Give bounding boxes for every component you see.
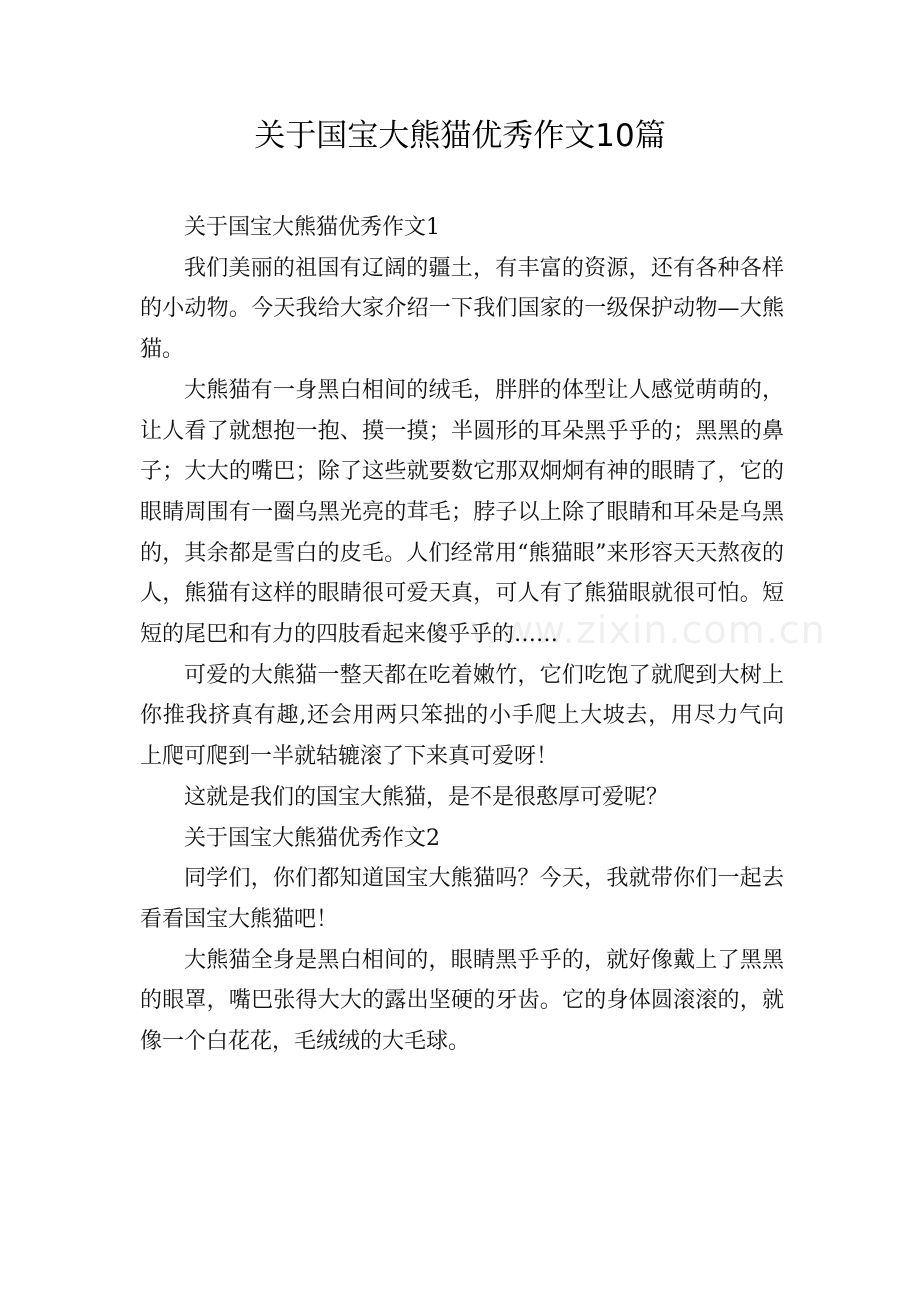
section-heading: 关于国宝大熊猫优秀作文2 [184,825,440,851]
document-body [140,208,784,1063]
paragraph: 同学们，你们都知道国宝大熊猫吗？今天，我就带你们一起去看看国宝大熊猫吧！ [140,866,784,932]
paragraph: 可爱的大熊猫一整天都在吃着嫩竹，它们吃饱了就爬到大树上你推我挤真有趣,还会用两只笨拙的小手爬上大坡去，用尽力气向上爬可爬到一半就轱辘滚了下来真可爱呀！ [140,662,784,770]
paragraph: 大熊猫全身是黑白相间的，眼睛黑乎乎的，就好像戴上了黑黑的眼罩，嘴巴张得大大的露出坚硬的牙齿。它的身体圆滚滚的，就像一个白花花，毛绒绒的大毛球。 [140,947,784,1055]
paragraph: 我们美丽的祖国有辽阔的疆土，有丰富的资源，还有各种各样的小动物。今天我给大家介绍一下我们国家的一级保护动物—大熊猫。 [140,255,784,363]
section-heading: 关于国宝大熊猫优秀作文1 [184,215,440,240]
watermark: www.zixin.com.cn [470,608,826,652]
paragraph: 这就是我们的国宝大熊猫，是不是很憨厚可爱呢？ [184,784,669,810]
paragraph: 大熊猫有一身黑白相间的绒毛，胖胖的体型让人感觉萌萌的，让人看了就想抱一抱、摸一摸；半圆形的耳朵黑乎乎的；黑黑的鼻子；大大的嘴巴；除了这些就要数它那双炯炯有神的眼睛了，它的眼睛周围有一圈乌黑光亮的茸毛；脖子以上除了眼睛和耳朵是乌黑的，其余都是雪白的皮毛。人们经常用“熊猫眼”来形容天天熬夜的人，熊猫有这样的眼睛很可爱天真，可人有了熊猫眼就很可怕。短短的尾巴和有力的四肢看起来傻乎乎的…… [140,377,784,648]
document-title: 关于国宝大熊猫优秀作文10篇 [254,118,666,154]
